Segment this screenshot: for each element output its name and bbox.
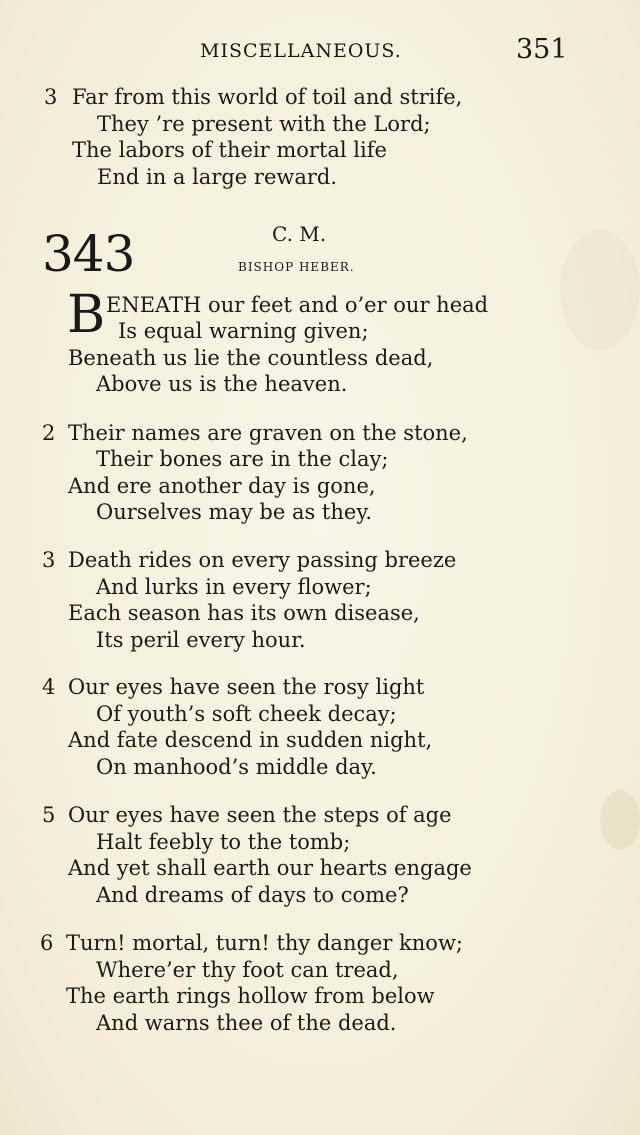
verse-number: 5 <box>42 803 56 827</box>
verse-line: The earth rings hollow from below <box>66 984 435 1008</box>
drop-cap: B <box>67 285 106 345</box>
verse-line: On manhood’s middle day. <box>96 755 377 779</box>
verse-line: Is equal warning given; <box>118 319 369 343</box>
running-head: MISCELLANEOUS. <box>200 40 402 62</box>
paper-stain <box>560 230 640 350</box>
verse-line: ENEATH our feet and o’er our head <box>106 293 489 317</box>
verse-line: The labors of their mortal life <box>72 138 387 162</box>
verse-number: 6 <box>40 931 54 955</box>
verse-line: Ourselves may be as they. <box>96 500 373 524</box>
verse-line: Of youth’s soft cheek decay; <box>96 702 397 726</box>
verse-number: 3 <box>42 548 56 572</box>
verse-line: And fate descend in sudden night, <box>68 728 433 752</box>
verse-number: 4 <box>42 675 56 699</box>
verse-line: Their bones are in the clay; <box>96 447 389 471</box>
verse-line: Its peril every hour. <box>96 628 306 652</box>
verse-line: Where’er thy foot can tread, <box>96 958 399 982</box>
verse-line: And dreams of days to come? <box>96 883 409 907</box>
verse-line: Beneath us lie the countless dead, <box>68 346 434 370</box>
hymn-meter: C. M. <box>272 222 327 246</box>
verse-line: And lurks in every flower; <box>96 575 372 599</box>
verse-line: Each season has its own disease, <box>68 601 420 625</box>
verse-line: They ’re present with the Lord; <box>97 112 431 136</box>
verse-line: And yet shall earth our hearts engage <box>68 856 472 880</box>
verse-line: End in a large reward. <box>97 165 338 189</box>
verse-line: Our eyes have seen the steps of age <box>68 803 452 827</box>
hymn-number: 343 <box>42 225 135 283</box>
verse-line: Death rides on every passing breeze <box>68 548 457 572</box>
verse-number: 3 <box>44 85 58 109</box>
verse-line: Above us is the heaven. <box>96 372 348 396</box>
verse-line: And ere another day is gone, <box>68 474 376 498</box>
page-number: 351 <box>516 34 568 65</box>
verse-line: Far from this world of toil and strife, <box>72 85 463 109</box>
paper-stain <box>600 790 640 850</box>
verse-line: Our eyes have seen the rosy light <box>68 675 425 699</box>
hymn-author: BISHOP HEBER. <box>238 260 355 274</box>
verse-line: Halt feebly to the tomb; <box>96 830 351 854</box>
verse-line: And warns thee of the dead. <box>96 1011 397 1035</box>
verse-line: Turn! mortal, turn! thy danger know; <box>66 931 463 955</box>
verse-number: 2 <box>42 421 56 445</box>
verse-line: Their names are graven on the stone, <box>68 421 468 445</box>
